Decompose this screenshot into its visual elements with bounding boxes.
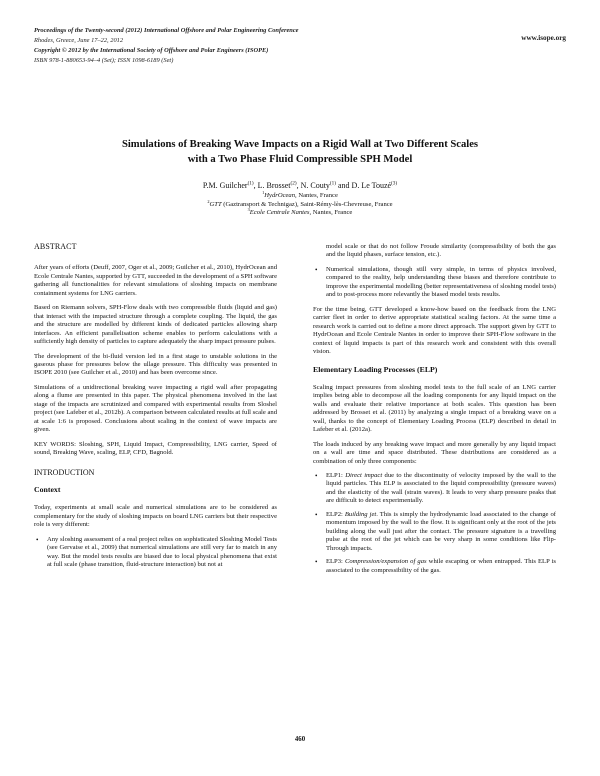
affiliation-3: $^3$Ecole Centrale Nantes, Nantes, France xyxy=(247,207,353,217)
list-item-elp3: • ELP3: Compression/expansion of gas while escaping or when entrapped. This ELP is associated to the compressibility of the gas. xyxy=(326,558,556,575)
introduction-heading: INTRODUCTION xyxy=(34,467,95,477)
affiliation-1: $^1$HydrOcean, Nantes, France xyxy=(262,189,338,199)
header-line-4: ISBN 978-1-880653-94–4 (Set); ISSN 1098-6189 (Set) xyxy=(34,57,174,64)
header-line-1: Proceedings of the Twenty-second (2012) International Offshore and Polar Engineering Conference xyxy=(34,27,299,34)
elp-paragraph-1: Scaling impact pressures from sloshing model tests to the full scale of an LNG carrier implies being able to decompose all the loading components for any liquid impact on the walls and evaluate their relative importance at both scales. This question has been addressed by Brosset et al. (2011) by analyzing a single impact of a breaking wave on a wall, thanks to the concept of Elementary Loading Process (ELP) described in detail in Lafeber et al. (2012a). xyxy=(313,383,556,434)
elp-heading: Elementary Loading Processes (ELP) xyxy=(313,365,438,375)
abstract-paragraph-1: After years of efforts (Deuff, 2007, Oger et al., 2009; Guilcher et al., 2010), HydrOcean and Ecole Centrale Nantes, supported by GTT, succeeded in the development of a SPH software gathering all functionalities for relevant simulations of sloshing impacts on membrane containment systems for LNG carriers. xyxy=(34,264,277,297)
list-item: • Any sloshing assessment of a real project relies on sophisticated Sloshing Model Tests (see Gervaise et al., 2009) that numerical simulations are still very far to match in any way. But the model tests results are biased due to local physical phenomena that exist at full scale (phase transition, fluid-structure interaction) but not at xyxy=(47,536,277,570)
paper-title xyxy=(60,137,540,167)
abstract-paragraph-2: Based on Riemann solvers, SPH-Flow deals with two compressible fluids (liquid and gas) that interact with the impacted structure through a complete coupling. The liquid, the gas and the structure are modelled by different kinds of dedicated particles allowing sharp interfaces. An efficient parallelisation scheme enables to perform calculations with a sufficiently high density of particles to capture adequately the sharp impact pressure pulses. xyxy=(34,304,277,346)
affiliations xyxy=(60,189,540,218)
elp-list xyxy=(313,472,556,575)
page-number: 460 xyxy=(294,736,306,743)
context-heading: Context xyxy=(34,484,61,494)
left-column xyxy=(34,243,277,576)
list-item: • Numerical simulations, though still very simple, in terms of physics involved, compared to the reality, help understanding these biases and therefore contribute to improve the experimental modelling (better representativeness of sloshing model tests) and to post-process more relevantly the biased model tests results. xyxy=(326,266,556,300)
header-line-2: Rhodes, Greece, June 17–22, 2012 xyxy=(34,37,124,44)
abstract-paragraph-3: The development of the bi-fluid version led in a first stage to unstable solutions in the gaseous phase for pressures below the ullage pressure. This difficulty was presented in ISOPE 2010 (see Guilcher et al., 2010) and has been overcome since. xyxy=(34,352,277,377)
list-item-elp1: • ELP1: Direct impact due to the discontinuity of velocity imposed by the wall to the liquid particles. This ELP is associated to the liquid compressibility (pressure waves) and the elasticity of the wall (strain waves). It leads to very sharp pressure peaks that are difficult to detect experimentally. xyxy=(326,472,556,506)
bullet-continuation: model scale or that do not follow Froude similarity (compressibility of both the gas and the liquid phases, surface tension, etc.). xyxy=(326,243,556,259)
author-2: L. Brosset$^{(2)}$ xyxy=(257,180,297,190)
website-link[interactable]: www.isope.org xyxy=(521,34,566,42)
abstract-heading: ABSTRACT xyxy=(34,242,77,251)
gtt-paragraph: For the time being, GTT developed a know-how based on the feedback from the LNG carrier fleet in order to derive appropriate statistical scaling factors. At the same time a research work is carried out to define a more direct approach. The support given by GTT to HydrOcean and Ecole Centrale Nantes in order to improve their SPH-Flow software in the context of liquid impacts is part of this research work and consistent with this overall vision. xyxy=(313,305,556,355)
context-list xyxy=(34,536,277,570)
elp-paragraph-2: The loads induced by any breaking wave impact and more generally by any liquid impact on a wall are time and space distributed. These distributions are considered as a combination of only three components: xyxy=(313,440,556,465)
author-list: P.M. Guilcher$^{(1)}$, L. Brosset$^{(2)}$, N. Couty$^{(1)}$ and D. Le Touzé$^{(3)}$ xyxy=(202,180,398,190)
keywords: KEY WORDS: Sloshing, SPH, Liquid Impact, Compressibility, LNG carrier, Speed of sound, Breaking Wave, scaling, ELP, CFD, Bagnold. xyxy=(34,440,277,457)
author-1: P.M. Guilcher$^{(1)}$ xyxy=(202,180,254,190)
affiliation-2: $^2$GTT (Gaztransport & Technigaz), Saint-Rémy-lès-Chevreuse, France xyxy=(207,198,393,208)
title-line-1: Simulations of Breaking Wave Impacts on a Rigid Wall at Two Different Scales xyxy=(121,139,479,150)
author-3: N. Couty$^{(1)}$ xyxy=(300,180,336,190)
title-line-2: with a Two Phase Fluid Compressible SPH Model xyxy=(187,154,413,165)
list-item-elp2: • ELP2: Building jet. This is simply the hydrodynamic load associated to the change of momentum imposed by the wall to the flow. It is significant only at the root of the jets building along the wall just after the contact. The pressure signature is a travelling pulse at the root of the jet which can be very sharp in some conditions like Flip-Through impacts. xyxy=(326,511,556,553)
abstract-paragraph-4: Simulations of a unidirectional breaking wave impacting a rigid wall after propagating along a flume are presented in this paper. The physical phenomena involved in the last stage of the impacts are scrutinized and compared with experimental results from Sloshel project (see Lafeber et al., 2012b). A comparison between calculated results at full scale and at scale 1:6 is proposed. Conclusions about scaling in the context of wave impacts are given. xyxy=(34,383,277,434)
context-paragraph: Today, experiments at small scale and numerical simulations are to be considered as complementary for the study of sloshing impacts on board LNG carriers but their respective role is very different: xyxy=(34,504,277,529)
author-4: D. Le Touzé$^{(3)}$ xyxy=(351,180,398,190)
context-list-continued xyxy=(313,266,556,300)
header-line-3: Copyright © 2012 by the International Society of Offshore and Polar Engineers (ISOPE) xyxy=(34,47,269,54)
right-column xyxy=(313,243,556,581)
proceedings-header xyxy=(34,26,504,66)
